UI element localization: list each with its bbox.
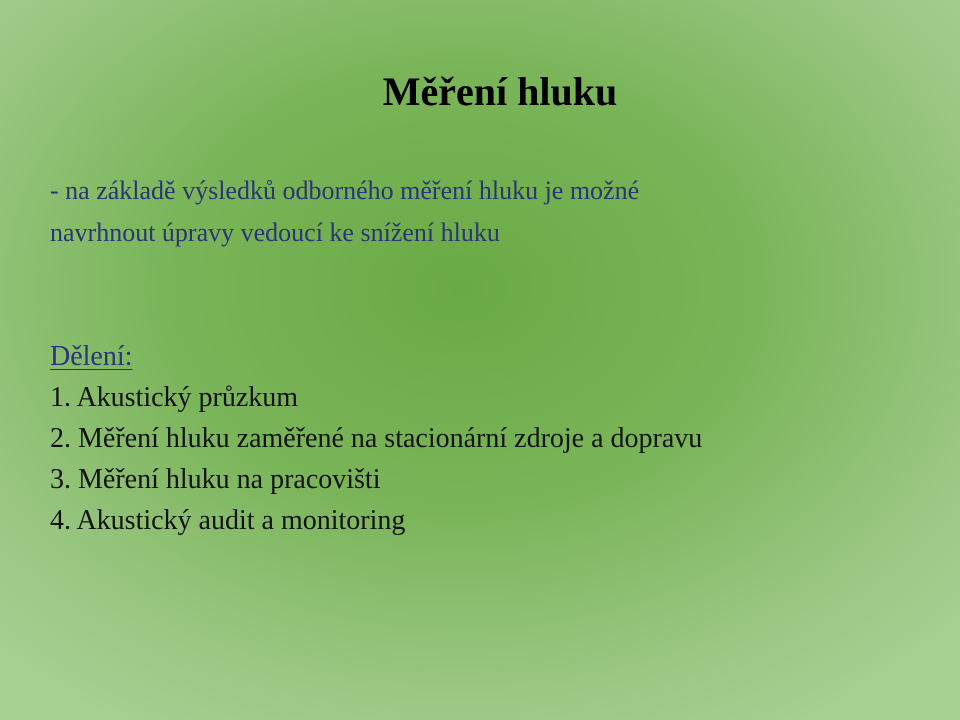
intro-line: - na základě výsledků odborného měření hluku je možné [50,176,640,205]
slide-title-text: Měření hluku [382,69,618,114]
list-item: 3. Měření hluku na pracovišti [50,464,381,495]
slide-title [0,66,960,118]
list-heading: Dělení: [50,341,133,372]
intro-text [50,170,910,254]
list-item: 4. Akustický audit a monitoring [50,505,406,536]
list-item: 2. Měření hluku zaměřené na stacionární zdroje a dopravu [50,423,703,454]
division-list [50,336,930,541]
list-item: 1. Akustický průzkum [50,382,299,413]
intro-line: navrhnout úpravy vedoucí ke snížení hluku [50,218,500,247]
